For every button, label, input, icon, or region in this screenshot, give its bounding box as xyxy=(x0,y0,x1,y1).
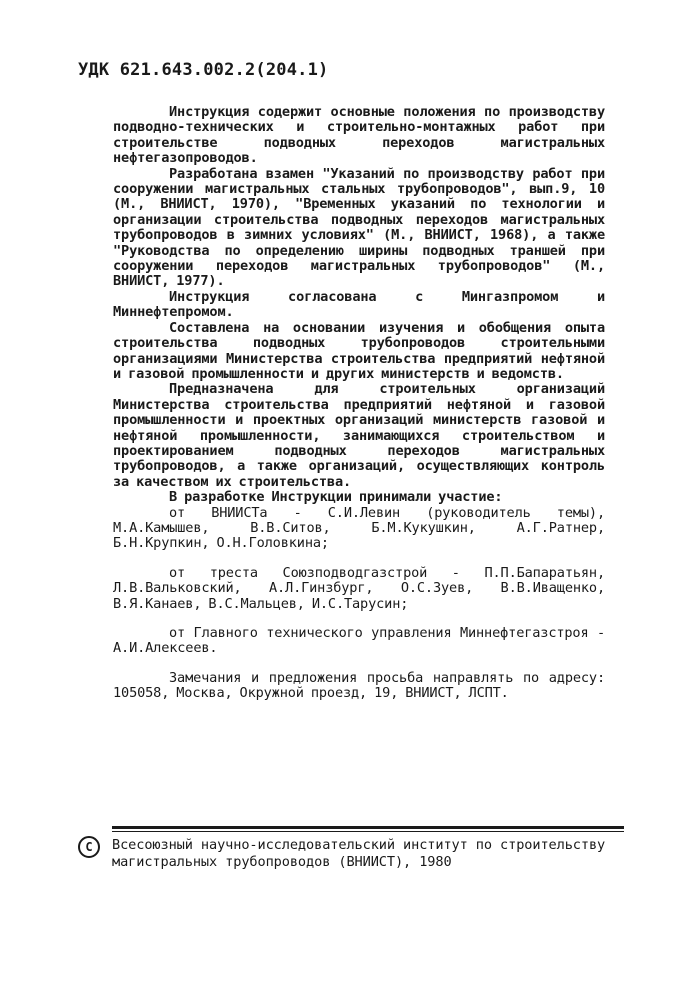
copyright-icon: С xyxy=(78,836,100,858)
paragraph-authors-ministry: от Главного технического управления Миннефтегазстроя - А.И.Алексеев. xyxy=(113,625,605,657)
udk-code: УДК 621.643.002.2(204.1) xyxy=(78,60,329,80)
paragraph-authors-intro: В разработке Инструкции принимали участие: xyxy=(169,489,503,506)
paragraph-authors-vniist: от ВНИИСТа - С.И.Левин (руководитель темы), М.А.Камышев, В.В.Ситов, Б.М.Кукушкин, А.Г.Ратнер, Б.Н.Крупкин, О.Н.Головкина; xyxy=(113,504,605,552)
paragraph-replaces: Разработана взамен "Указаний по производству работ при сооружении магистральных стальных трубопроводов", вып.9, 10 (М., ВНИИСТ, 1970), "Временных указаний по технологии и организации строительства подводных переходов магистральных трубопроводов в зимних условиях" (М., ВНИИСТ, 1968), а также "Руководства по определению ширины подводных траншей при сооружении переходов магистральных трубопроводов" (М., ВНИИСТ, 1977). xyxy=(113,165,605,290)
copyright-text: Всесоюзный научно-исследовательский институт по строительству магистральных трубопроводов (ВНИИСТ), 1980 xyxy=(112,837,606,870)
divider-thick xyxy=(112,826,624,829)
paragraph-feedback-address: Замечания и предложения просьба направлять по адресу: 105058, Москва, Окружной проезд, 19, ВНИИСТ, ЛСПТ. xyxy=(113,669,605,702)
paragraph-summary: Инструкция содержит основные положения по производству подводно-технических и строительно-монтажных работ при строительстве подводных переходов магистральных нефтегазопроводов. xyxy=(113,104,605,167)
paragraph-authors-trust: от треста Союзподводгазстрой - П.П.Бапаратьян, Л.В.Вальковский, А.Л.Гинзбург, О.С.Зуев, В.В.Иващенко, В.Я.Канаев, В.С.Мальцев, И.С.Тарусин; xyxy=(113,564,605,612)
paragraph-basis: Составлена на основании изучения и обобщения опыта строительства подводных трубопроводов строительными организациями Министерства строительства предприятий нефтяной и газовой промышленности и других министерств и ведомств. xyxy=(113,319,605,382)
annotation-text xyxy=(113,105,605,702)
divider-thin xyxy=(112,831,624,832)
paragraph-approval: Инструкция согласована с Мингазпромом и Миннефтепромом. xyxy=(113,288,605,321)
paragraph-purpose: Предназначена для строительных организаций Министерства строительства предприятий нефтяной и газовой промышленности и проектных организаций министерств газовой и нефтяной промышленности, занимающихся строительством и проектированием подводных переходов магистральных трубопроводов, а также организаций, осуществляющих контроль за качеством их строительства. xyxy=(113,381,605,490)
